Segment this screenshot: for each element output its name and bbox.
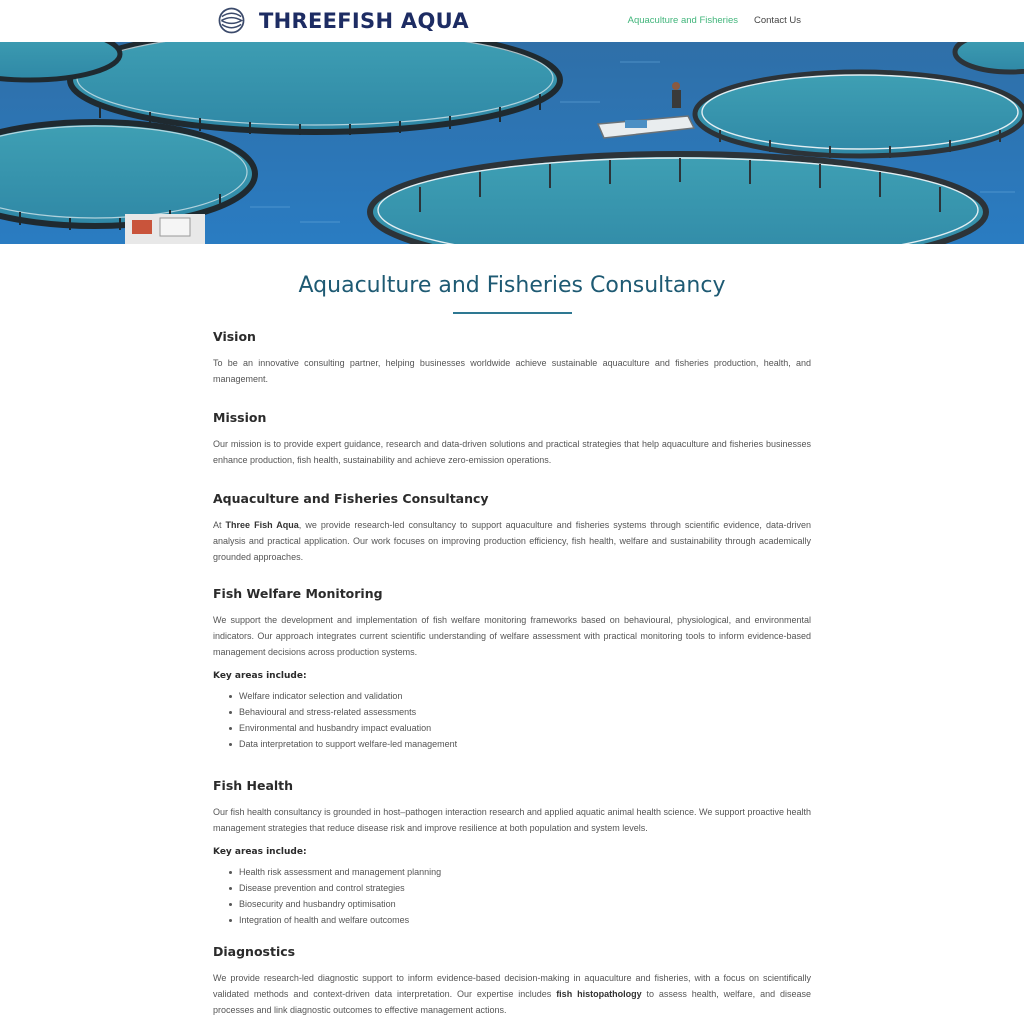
mission-section [213, 410, 811, 468]
vision-text: To be an innovative consulting partner, helping businesses worldwide achieve sustainable aquaculture and fisheries production, health, and management. [213, 358, 811, 384]
histopathology-term: fish histopathology [556, 989, 642, 999]
consultancy-text [213, 517, 811, 565]
list-item: Health risk assessment and management planning [239, 864, 811, 880]
vision-heading: Vision [213, 329, 256, 344]
diagnostics-section [213, 944, 811, 1018]
welfare-key-areas-list [213, 688, 811, 752]
list-item: Integration of health and welfare outcomes [239, 912, 811, 928]
diagnostics-text-prefix: We provide research-led diagnostic support to inform evidence-based decision-making in aquaculture and fisheries, with a focus on scientifically validated methods and context-driven data interpretation. Our expertise includes [213, 973, 811, 999]
list-item: Welfare indicator selection and validation [239, 688, 811, 704]
page-title: Aquaculture and Fisheries Consultancy [298, 273, 726, 298]
mission-heading: Mission [213, 410, 267, 425]
list-item: Environmental and husbandry impact evaluation [239, 720, 811, 736]
health-section [213, 778, 811, 928]
health-heading: Fish Health [213, 778, 294, 793]
fish-farm-pens-illustration [0, 42, 1024, 244]
main-content [213, 244, 811, 1018]
consultancy-heading: Aquaculture and Fisheries Consultancy [213, 491, 489, 506]
site-header [0, 0, 1024, 42]
health-text: Our fish health consultancy is grounded in host–pathogen interaction research and applied aquatic animal health science. We support proactive health management strategies that reduce disease risk and improve resilience at both population and system levels. [213, 807, 811, 833]
main-nav [628, 15, 801, 26]
fish-logo-icon [218, 7, 245, 34]
health-key-areas-list [213, 864, 811, 928]
welfare-text: We support the development and implementation of fish welfare monitoring frameworks based on behavioural, physiological, and environmental indicators. Our approach integrates current scientific understanding of welfare assessment with practical monitoring tools to inform evidence-based management decisions across production systems. [213, 615, 811, 657]
consultancy-text-suffix: , we provide research-led consultancy to support aquaculture and fisheries systems through scientific evidence, data-driven analysis and practical application. Our work focuses on improving production efficiency, fish health, welfare and sustainability through academically grounded approaches. [213, 520, 811, 562]
hero-image [0, 42, 1024, 244]
welfare-section [213, 586, 811, 752]
list-item: Behavioural and stress-related assessments [239, 704, 811, 720]
diagnostics-heading: Diagnostics [213, 944, 296, 959]
brand-logo[interactable] [218, 7, 469, 34]
title-divider [453, 312, 572, 314]
company-name: Three Fish Aqua [225, 520, 299, 530]
mission-text: Our mission is to provide expert guidance, research and data-driven solutions and practical strategies that help aquaculture and fisheries businesses enhance production, fish health, sustainability and achieve zero-emission operations. [213, 439, 811, 465]
vision-section [213, 329, 811, 387]
nav-aquaculture-fisheries[interactable]: Aquaculture and Fisheries [627, 15, 738, 26]
diagnostics-text [213, 970, 811, 1018]
consultancy-section [213, 491, 811, 565]
list-item: Data interpretation to support welfare-led management [239, 736, 811, 752]
health-key-areas-label: Key areas include: [213, 847, 307, 857]
list-item: Disease prevention and control strategies [239, 880, 811, 896]
diagnostics-text-suffix: to assess health, welfare, and disease processes and link diagnostic outcomes to effective management actions. [213, 989, 812, 1015]
welfare-key-areas-label: Key areas include: [213, 671, 307, 681]
list-item: Biosecurity and husbandry optimisation [239, 896, 811, 912]
brand-name: THREEFISH AQUA [259, 8, 469, 33]
consultancy-text-prefix: At [213, 520, 226, 530]
welfare-heading: Fish Welfare Monitoring [213, 586, 383, 601]
nav-contact-us[interactable]: Contact Us [754, 15, 801, 26]
